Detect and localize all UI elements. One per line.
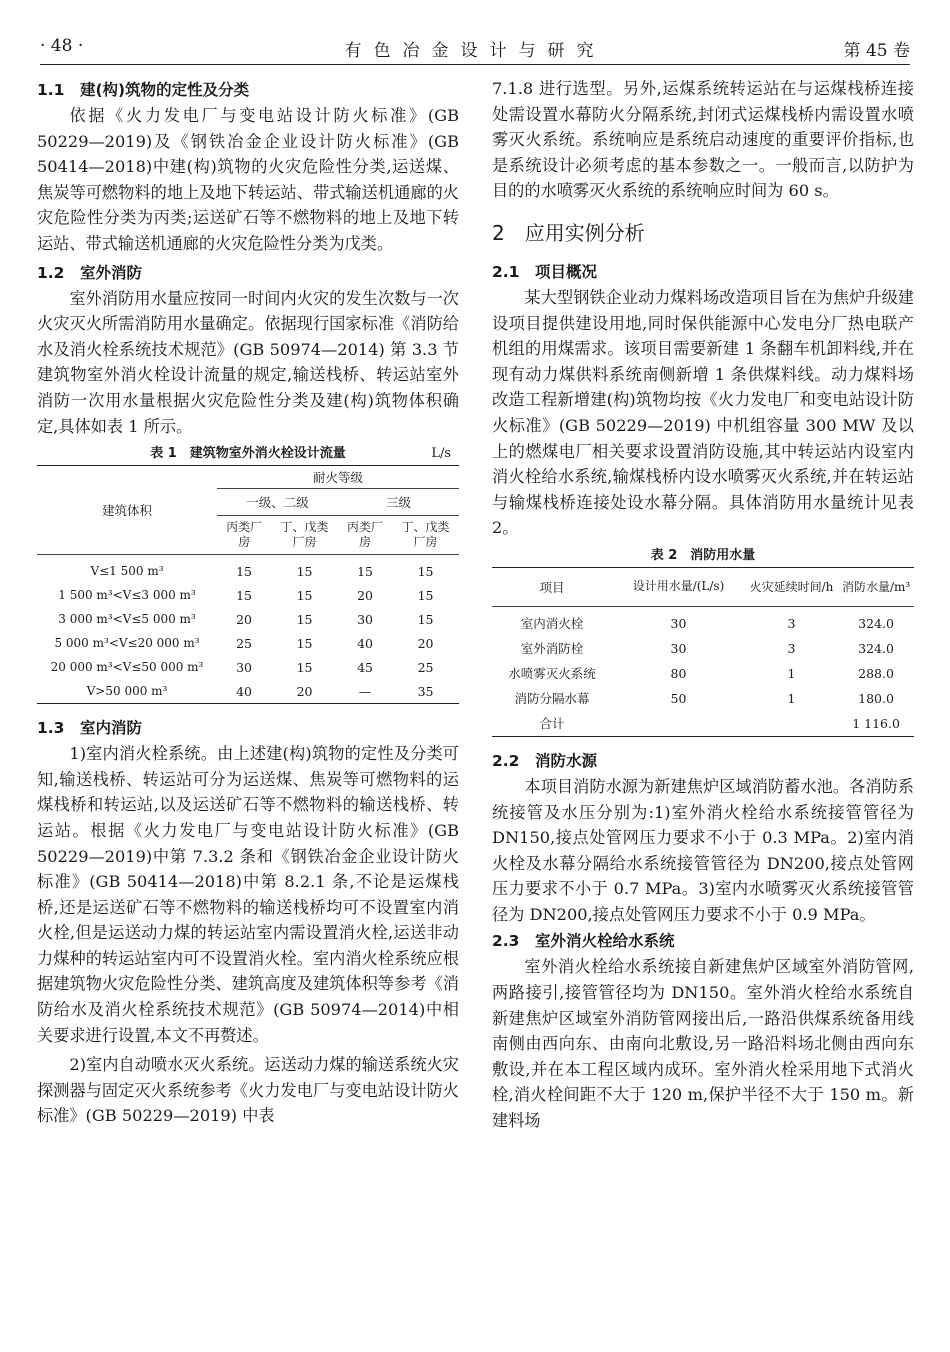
section-2-3-title: 2.3 室外消火栓给水系统: [492, 932, 675, 951]
table-1-cell: 15: [296, 563, 313, 579]
table-1-cell: 45: [357, 659, 373, 675]
section-1-1-paragraph: 依据《火力发电厂与变电站设计防火标准》(GB 50229—2019)及《钢铁冶金企业设计防火标准》(GB 50414—2018)中建(构)筑物的火灾危险性分类,运送煤、焦炭等可燃物料的地上及地下转运站、带式输送机通廊的火灾危险性分类为丙类;运送矿石等不燃物料的地上及地下转运站、带式输送机通廊的火灾危险性分类为戊类。: [37, 106, 459, 253]
table-2-header: 消防水量/m³: [838, 567, 914, 606]
table-2-empty-cell: [612, 711, 745, 737]
table-1-header-c4: 丁、戊类厂房: [392, 516, 459, 555]
table-1-header-grade3: 三级: [338, 489, 459, 516]
section-2-3-paragraph: 室外消火栓给水系统接自新建焦炉区域室外消防管网,两路接引,接管管径均为 DN150。室外消火栓给水系统自新建焦炉区域室外消防管网接出后,一路沿供煤系统备用线南侧由西向东、由南向北敷设,另一路沿料场北侧由西向东敷设,并在本工程区域内成环。室外消火栓采用地下式消火栓,消火栓间距不大于 120 m,保护半径不大于 150 m。新建料场: [492, 957, 914, 1131]
table-1-cell: 30: [236, 659, 253, 675]
table-2-cell: 3: [787, 640, 796, 656]
table-2-item: 室外消防栓: [520, 641, 584, 657]
table-1-cell: —: [338, 679, 392, 704]
table-2-cell: 1: [787, 665, 796, 681]
section-2-2-paragraph: 本项目消防水源为新建焦炉区域消防蓄水池。各消防系统接管及水压分别为:1)室外消火栓给水系统接管管径为 DN150,接点处管网压力要求不小于 0.3 MPa。2)室内消火栓及水幕分隔给水系统接管管径为 DN200,接点处管网压力要求不小于 0.7 MPa。3)室内水喷雾灭火系统接管管径为 DN200,接点处管网压力要求不小于 0.9 MPa。: [492, 776, 914, 924]
table-1-header-volume: 建筑体积: [37, 466, 217, 555]
table-2-header: 火灾延续时间/h: [745, 567, 838, 606]
running-header: [40, 30, 910, 65]
table-1-header-c2: 丁、戊类厂房: [271, 516, 338, 555]
table-2-header: 设计用水量/(L/s): [612, 567, 745, 606]
table-1-cell: 25: [236, 635, 253, 651]
table-1-cell: 15: [236, 587, 253, 603]
table-2-caption-text: 表 2 消防用水量: [650, 547, 756, 563]
table-1-cell: 15: [417, 611, 434, 627]
table-2-total-label: 合计: [492, 711, 612, 737]
page-number: · 48 ·: [40, 36, 84, 56]
table-1-cell: 25: [417, 659, 434, 675]
table-2-cell: 324.0: [858, 615, 894, 631]
table-1-caption-text: 表 1 建筑物室外消火栓设计流量: [150, 446, 346, 462]
section-1-2-paragraph: 室外消防用水量应按同一时间内火灾的发生次数与一次火灾灭火所需消防用水量确定。依据现行国家标准《消防给水及消火栓系统技术规范》(GB 50974—2014) 第 3.3 节建筑物室外消火栓设计流量的规定,输送栈桥、转运站室外消防一次用水量根据火灾危险性分类及建(构)筑物体积确定,具体如表 1 所示。: [37, 288, 459, 436]
table-2-cell: 288.0: [858, 665, 894, 681]
table-1-cell: 30: [357, 611, 373, 627]
table-1-header-fire-rating: 耐火等级: [217, 466, 459, 489]
table-1-cell: 40: [357, 635, 373, 651]
journal-title: 有色冶金设计与研究: [344, 41, 606, 61]
section-1-3-paragraph-2: 2)室内自动喷水灭火系统。运送动力煤的输送系统火灾探测器与固定灭火系统参考《火力发电厂与变电站设计防火标准》(GB 50229—2019) 中表: [37, 1055, 459, 1126]
table-1-cell: 15: [296, 611, 313, 627]
table-2-empty-cell: [745, 711, 838, 737]
table-1-volume: 3 000 m³<V≤5 000 m³: [58, 612, 196, 627]
volume-label: 第 45 卷: [843, 41, 910, 61]
table-2-caption: [492, 547, 914, 565]
section-2-1-title: 2.1 项目概况: [492, 262, 597, 281]
table-2-cell: 1: [787, 690, 796, 706]
table-1-volume: V≤1 500 m³: [90, 564, 164, 579]
table-1-cell: 20: [236, 611, 253, 627]
table-1-cell: 15: [296, 659, 313, 675]
table-2: [492, 567, 914, 737]
table-2-total-value: 1 116.0: [838, 711, 914, 737]
table-1-cell: 20: [357, 587, 373, 603]
table-2-cell: 50: [670, 690, 687, 706]
table-1-header-c1: 丙类厂房: [217, 516, 271, 555]
table-2-cell: 80: [670, 665, 687, 681]
table-2-cell: 30: [670, 640, 687, 656]
table-1-cell: 35: [392, 679, 459, 704]
table-1: [37, 465, 459, 704]
table-1-volume: V>50 000 m³: [37, 679, 217, 704]
table-2-cell: 324.0: [858, 640, 894, 656]
table-1-volume: 20 000 m³<V≤50 000 m³: [50, 660, 204, 675]
table-2-item: 室内消火栓: [520, 616, 584, 632]
table-2-cell: 3: [787, 615, 796, 631]
table-2-item: 消防分隔水幕: [514, 691, 590, 707]
table-1-volume: 5 000 m³<V≤20 000 m³: [54, 636, 200, 651]
table-1-caption: [37, 445, 459, 463]
left-column: [37, 76, 459, 1129]
table-1-header-c3: 丙类厂房: [338, 516, 392, 555]
section-2-1-paragraph: 某大型钢铁企业动力煤料场改造项目旨在为焦炉升级建设项目提供建设用地,同时保供能源中心发电分厂热电联产机组的用煤需求。该项目需要新建 1 条翻车机卸料线,并在现有动力煤供料系统南侧新增 1 条供煤料线。动力煤料场改造工程新增建(构)筑物均按《火力发电厂和变电站设计防火标准》(GB 50229—2019) 中机组容量 300 MW 及以上的燃煤电厂相关要求设置消防设施,其中转运站内设室内消火栓给水系统,输煤栈桥内设水喷雾灭火系统,并在转运站与输煤栈桥连接处设水幕分隔。具体消防用水量统计见表2。: [492, 287, 914, 538]
section-1-3-title: 1.3 室内消防: [37, 719, 142, 738]
section-2-2-title: 2.2 消防水源: [492, 751, 597, 770]
continued-paragraph: 7.1.8 进行选型。另外,运煤系统转运站在与运煤栈桥连接处需设置水幕防火分隔系统,封闭式运煤栈桥内需设置水喷雾灭火系统。系统响应是系统启动速度的重要评价指标,也是系统设计必须考虑的基本参数之一。一般而言,以防护为目的的水喷雾灭火系统的系统响应时间为 60 s。: [492, 79, 914, 201]
section-1-3-paragraph-1: 1)室内消火栓系统。由上述建(构)筑物的定性及分类可知,输送栈桥、转运站可分为运送煤、焦炭等可燃物料的运煤栈桥和转运站,以及运送矿石等不燃物料的输送栈桥、转运站。根据《火力发电厂与变电站设计防火标准》(GB 50229—2019)中第 7.3.2 条和《钢铁冶金企业设计防火标准》(GB 50414—2018)中第 8.2.1 条,不论是运煤栈桥,还是运送矿石等不燃物料的输送栈桥均可不设置室内消火栓,但是运送动力煤的转运站室内需设置消火栓,运送非动力煤种的转运站室内可不设置消火栓。室内消火栓系统应根据建筑物火灾危险性分类、建筑高度及建筑体积等参考《消防给水及消火栓系统技术规范》(GB 50974—2014)中相关要求进行设置,本文不再赘述。: [37, 744, 459, 1045]
section-2-title: 2 应用实例分析: [492, 220, 645, 245]
table-1-cell: 20: [417, 635, 434, 651]
table-1-unit: L/s: [431, 446, 451, 462]
table-2-cell: 30: [670, 615, 687, 631]
table-2-cell: 180.0: [858, 690, 894, 706]
table-2-item: 水喷雾灭火系统: [508, 666, 596, 682]
table-1-cell: 15: [236, 563, 253, 579]
section-1-1-title: 1.1 建(构)筑物的定性及分类: [37, 81, 250, 99]
table-1-cell: 15: [417, 587, 434, 603]
table-1-cell: 15: [417, 563, 434, 579]
table-1-header-grade12: 一级、二级: [217, 489, 338, 516]
table-2-header: 项目: [492, 567, 612, 606]
table-1-volume: 1 500 m³<V≤3 000 m³: [58, 588, 196, 603]
table-1-cell: 15: [357, 563, 373, 579]
section-1-2-title: 1.2 室外消防: [37, 263, 142, 282]
table-1-cell: 40: [217, 679, 271, 704]
right-column: [492, 76, 914, 1134]
table-1-cell: 15: [296, 587, 313, 603]
table-1-cell: 20: [271, 679, 338, 704]
table-1-cell: 15: [296, 635, 313, 651]
